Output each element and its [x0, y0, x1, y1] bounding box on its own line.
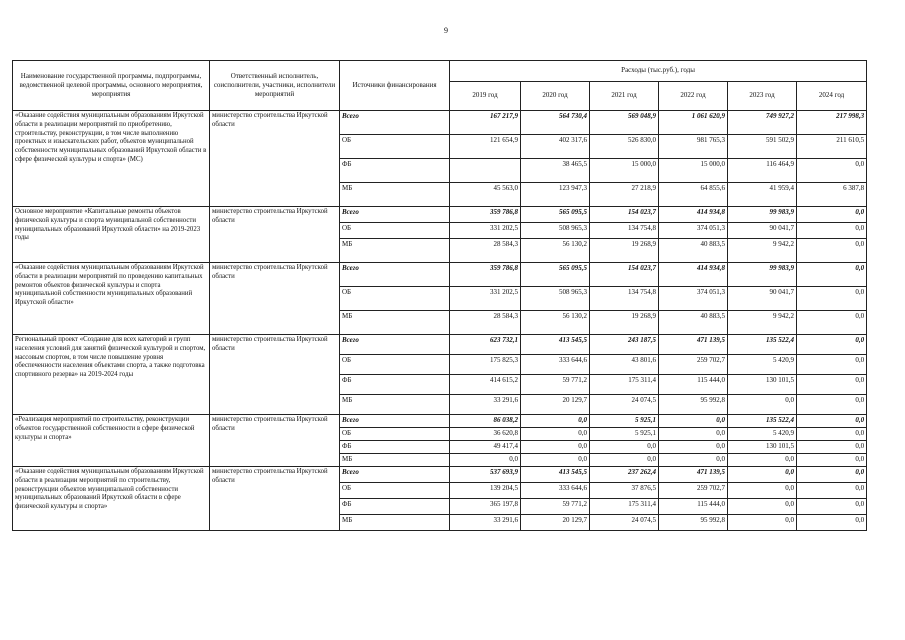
funding-source: ОБ	[340, 135, 450, 159]
amount-cell: 41 959,4	[728, 183, 797, 207]
amount-cell: 175 311,4	[590, 499, 659, 515]
amount-cell: 569 048,9	[590, 111, 659, 135]
table-body	[13, 111, 867, 531]
header-year: 2023 год	[728, 82, 797, 111]
amount-cell: 24 074,5	[590, 515, 659, 531]
funding-source: ОБ	[340, 428, 450, 441]
amount-cell: 0,0	[728, 499, 797, 515]
amount-cell: 374 051,3	[659, 223, 728, 239]
amount-cell: 0,0	[521, 454, 590, 467]
amount-cell: 139 204,5	[450, 483, 521, 499]
header-responsible: Ответственный исполнитель, соисполнители, участники, исполнители мероприятий	[210, 61, 340, 111]
amount-cell: 95 992,8	[659, 515, 728, 531]
amount-cell: 99 983,9	[728, 207, 797, 223]
measure-name: «Реализация мероприятий по строительству, реконструкции объектов государственной собственности в сфере физической культуры и спорта»	[13, 415, 210, 467]
funding-source: ФБ	[340, 375, 450, 395]
funding-source: Всего	[340, 415, 450, 428]
amount-cell: 38 465,5	[521, 159, 590, 183]
amount-cell: 9 942,2	[728, 239, 797, 263]
amount-cell: 0,0	[521, 415, 590, 428]
amount-cell: 0,0	[590, 454, 659, 467]
amount-cell: 130 101,5	[728, 441, 797, 454]
amount-cell: 471 139,5	[659, 467, 728, 483]
amount-cell: 565 095,5	[521, 207, 590, 223]
funding-source: Всего	[340, 467, 450, 483]
amount-cell: 402 317,6	[521, 135, 590, 159]
amount-cell: 90 041,7	[728, 287, 797, 311]
amount-cell: 27 218,9	[590, 183, 659, 207]
amount-cell: 564 730,4	[521, 111, 590, 135]
amount-cell: 259 702,7	[659, 355, 728, 375]
amount-cell: 0,0	[521, 441, 590, 454]
amount-cell: 0,0	[797, 483, 867, 499]
funding-source: ФБ	[340, 441, 450, 454]
amount-cell: 0,0	[521, 428, 590, 441]
amount-cell: 0,0	[797, 159, 867, 183]
amount-cell: 28 584,3	[450, 311, 521, 335]
amount-cell: 5 925,1	[590, 428, 659, 441]
amount-cell: 123 947,3	[521, 183, 590, 207]
amount-cell: 0,0	[797, 395, 867, 415]
amount-cell: 0,0	[797, 263, 867, 287]
amount-cell: 175 825,3	[450, 355, 521, 375]
header-expenses: Расходы (тыс.руб.), годы	[450, 61, 867, 82]
amount-cell: 0,0	[590, 441, 659, 454]
table-row	[13, 111, 867, 135]
header-year: 2024 год	[797, 82, 867, 111]
funding-source: ФБ	[340, 499, 450, 515]
amount-cell: 414 615,2	[450, 375, 521, 395]
amount-cell: 5 420,9	[728, 355, 797, 375]
amount-cell: 24 074,5	[590, 395, 659, 415]
amount-cell: 116 464,9	[728, 159, 797, 183]
amount-cell: 33 291,6	[450, 395, 521, 415]
amount-cell: 259 702,7	[659, 483, 728, 499]
amount-cell: 15 000,0	[590, 159, 659, 183]
amount-cell: 154 023,7	[590, 207, 659, 223]
amount-cell: 19 268,9	[590, 311, 659, 335]
funding-source: Всего	[340, 263, 450, 287]
amount-cell: 537 693,9	[450, 467, 521, 483]
amount-cell: 6 387,8	[797, 183, 867, 207]
amount-cell: 0,0	[797, 311, 867, 335]
header-sources: Источники финансирования	[340, 61, 450, 111]
amount-cell: 0,0	[797, 428, 867, 441]
amount-cell: 99 983,9	[728, 263, 797, 287]
amount-cell: 19 268,9	[590, 239, 659, 263]
funding-source: МБ	[340, 311, 450, 335]
table-row	[13, 415, 867, 428]
amount-cell: 413 545,5	[521, 335, 590, 355]
amount-cell: 59 771,2	[521, 499, 590, 515]
amount-cell: 59 771,2	[521, 375, 590, 395]
measure-name: Региональный проект «Создание для всех категорий и групп населения условий для занятий физической культурой и спортом, массовым спортом, в том числе повышение уровня обеспеченности населения объектами спорта, а также подготовка спортивного резерва» на 2019-2024 годы	[13, 335, 210, 415]
amount-cell: 0,0	[797, 467, 867, 483]
amount-cell: 28 584,3	[450, 239, 521, 263]
responsible-executor: министерство строительства Иркутской области	[210, 335, 340, 415]
amount-cell: 0,0	[797, 441, 867, 454]
funding-source: Всего	[340, 207, 450, 223]
amount-cell: 135 522,4	[728, 415, 797, 428]
amount-cell: 0,0	[797, 223, 867, 239]
amount-cell: 217 998,3	[797, 111, 867, 135]
amount-cell: 0,0	[728, 454, 797, 467]
amount-cell: 130 101,5	[728, 375, 797, 395]
measure-name: «Оказание содействия муниципальным образованиям Иркутской области в реализации мероприятий по строительству, реконструкции объектов муниципальной собственности муниципальных образований Иркутской области в сфере физической культуры и спорта»	[13, 467, 210, 531]
responsible-executor: министерство строительства Иркутской области	[210, 207, 340, 263]
amount-cell: 0,0	[797, 239, 867, 263]
measure-name: «Оказание содействия муниципальным образованиям Иркутской области в реализации мероприятий по проведению капитальных ремонтов объектов физической культуры и спорта муниципальной собственности муниципальных образований Иркутской области»	[13, 263, 210, 335]
amount-cell: 0,0	[797, 207, 867, 223]
table-row	[13, 335, 867, 355]
funding-source: ОБ	[340, 483, 450, 499]
amount-cell: 359 786,8	[450, 263, 521, 287]
amount-cell: 134 754,8	[590, 223, 659, 239]
amount-cell: 45 563,0	[450, 183, 521, 207]
header-year: 2020 год	[521, 82, 590, 111]
amount-cell: 0,0	[797, 415, 867, 428]
amount-cell: 374 051,3	[659, 287, 728, 311]
table-row	[13, 263, 867, 287]
amount-cell: 64 855,6	[659, 183, 728, 207]
responsible-executor: министерство строительства Иркутской области	[210, 467, 340, 531]
amount-cell: 591 502,9	[728, 135, 797, 159]
amount-cell: 56 130,2	[521, 239, 590, 263]
funding-source: Всего	[340, 111, 450, 135]
amount-cell	[450, 159, 521, 183]
amount-cell: 43 801,6	[590, 355, 659, 375]
responsible-executor: министерство строительства Иркутской области	[210, 263, 340, 335]
funding-source: ОБ	[340, 287, 450, 311]
table-row	[13, 207, 867, 223]
amount-cell: 0,0	[797, 335, 867, 355]
amount-cell: 414 934,8	[659, 207, 728, 223]
responsible-executor: министерство строительства Иркутской области	[210, 415, 340, 467]
amount-cell: 0,0	[659, 454, 728, 467]
amount-cell: 175 311,4	[590, 375, 659, 395]
amount-cell: 333 644,6	[521, 355, 590, 375]
funding-source: ОБ	[340, 223, 450, 239]
amount-cell: 331 202,5	[450, 223, 521, 239]
funding-source: ОБ	[340, 355, 450, 375]
amount-cell: 211 610,5	[797, 135, 867, 159]
amount-cell: 0,0	[797, 454, 867, 467]
amount-cell: 0,0	[728, 483, 797, 499]
amount-cell: 56 130,2	[521, 311, 590, 335]
amount-cell: 0,0	[659, 428, 728, 441]
measure-name: Основное мероприятие «Капитальные ремонты объектов физической культуры и спорта муниципальной собственности муниципальных образований Иркутской области» на 2019-2023 годы	[13, 207, 210, 263]
amount-cell: 49 417,4	[450, 441, 521, 454]
amount-cell: 333 644,6	[521, 483, 590, 499]
funding-source: МБ	[340, 239, 450, 263]
amount-cell: 20 129,7	[521, 515, 590, 531]
responsible-executor: министерство строительства Иркутской области	[210, 111, 340, 207]
amount-cell: 331 202,5	[450, 287, 521, 311]
header-year: 2022 год	[659, 82, 728, 111]
amount-cell: 40 883,5	[659, 311, 728, 335]
amount-cell: 0,0	[659, 415, 728, 428]
amount-cell: 0,0	[450, 454, 521, 467]
amount-cell: 526 830,0	[590, 135, 659, 159]
amount-cell: 0,0	[797, 355, 867, 375]
amount-cell: 90 041,7	[728, 223, 797, 239]
funding-source: МБ	[340, 515, 450, 531]
financing-table	[12, 60, 867, 531]
amount-cell: 1 061 620,9	[659, 111, 728, 135]
amount-cell: 0,0	[728, 467, 797, 483]
amount-cell: 115 444,0	[659, 375, 728, 395]
header-year: 2021 год	[590, 82, 659, 111]
amount-cell: 508 965,3	[521, 223, 590, 239]
amount-cell: 749 927,2	[728, 111, 797, 135]
amount-cell: 5 420,9	[728, 428, 797, 441]
amount-cell: 33 291,6	[450, 515, 521, 531]
amount-cell: 40 883,5	[659, 239, 728, 263]
amount-cell: 414 934,8	[659, 263, 728, 287]
amount-cell: 135 522,4	[728, 335, 797, 355]
amount-cell: 36 620,8	[450, 428, 521, 441]
amount-cell: 0,0	[659, 441, 728, 454]
measure-name: «Оказание содействия муниципальным образованиям Иркутской области в реализации мероприятий по приобретению, строительству, реконструкции, в том числе выполнению проектных и изыскательских работ, объектов муниципальной собственности муниципальных образований Иркутской области в сфере физической культуры и спорта» (МС)	[13, 111, 210, 207]
amount-cell: 981 765,3	[659, 135, 728, 159]
amount-cell: 365 197,8	[450, 499, 521, 515]
amount-cell: 115 444,0	[659, 499, 728, 515]
amount-cell: 0,0	[797, 499, 867, 515]
amount-cell: 37 876,5	[590, 483, 659, 499]
amount-cell: 121 654,9	[450, 135, 521, 159]
amount-cell: 9 942,2	[728, 311, 797, 335]
page-number: 9	[444, 26, 448, 35]
amount-cell: 0,0	[797, 287, 867, 311]
amount-cell: 243 187,5	[590, 335, 659, 355]
amount-cell: 413 545,5	[521, 467, 590, 483]
header-name: Наименование государственной программы, подпрограммы, ведомственной целевой программы, основного мероприятия, мероприятия	[13, 61, 210, 111]
amount-cell: 134 754,8	[590, 287, 659, 311]
header-year: 2019 год	[450, 82, 521, 111]
funding-source: Всего	[340, 335, 450, 355]
table-header	[13, 61, 867, 111]
amount-cell: 565 095,5	[521, 263, 590, 287]
amount-cell: 237 262,4	[590, 467, 659, 483]
amount-cell: 0,0	[728, 395, 797, 415]
funding-source: МБ	[340, 183, 450, 207]
amount-cell: 508 965,3	[521, 287, 590, 311]
amount-cell: 86 038,2	[450, 415, 521, 428]
amount-cell: 167 217,9	[450, 111, 521, 135]
amount-cell: 20 129,7	[521, 395, 590, 415]
amount-cell: 623 732,1	[450, 335, 521, 355]
table-row	[13, 467, 867, 483]
amount-cell: 471 139,5	[659, 335, 728, 355]
amount-cell: 359 786,8	[450, 207, 521, 223]
amount-cell: 154 023,7	[590, 263, 659, 287]
funding-source: МБ	[340, 395, 450, 415]
amount-cell: 0,0	[728, 515, 797, 531]
amount-cell: 5 925,1	[590, 415, 659, 428]
amount-cell: 95 992,8	[659, 395, 728, 415]
amount-cell: 0,0	[797, 375, 867, 395]
amount-cell: 0,0	[797, 515, 867, 531]
funding-source: ФБ	[340, 159, 450, 183]
funding-source: МБ	[340, 454, 450, 467]
amount-cell: 15 000,0	[659, 159, 728, 183]
